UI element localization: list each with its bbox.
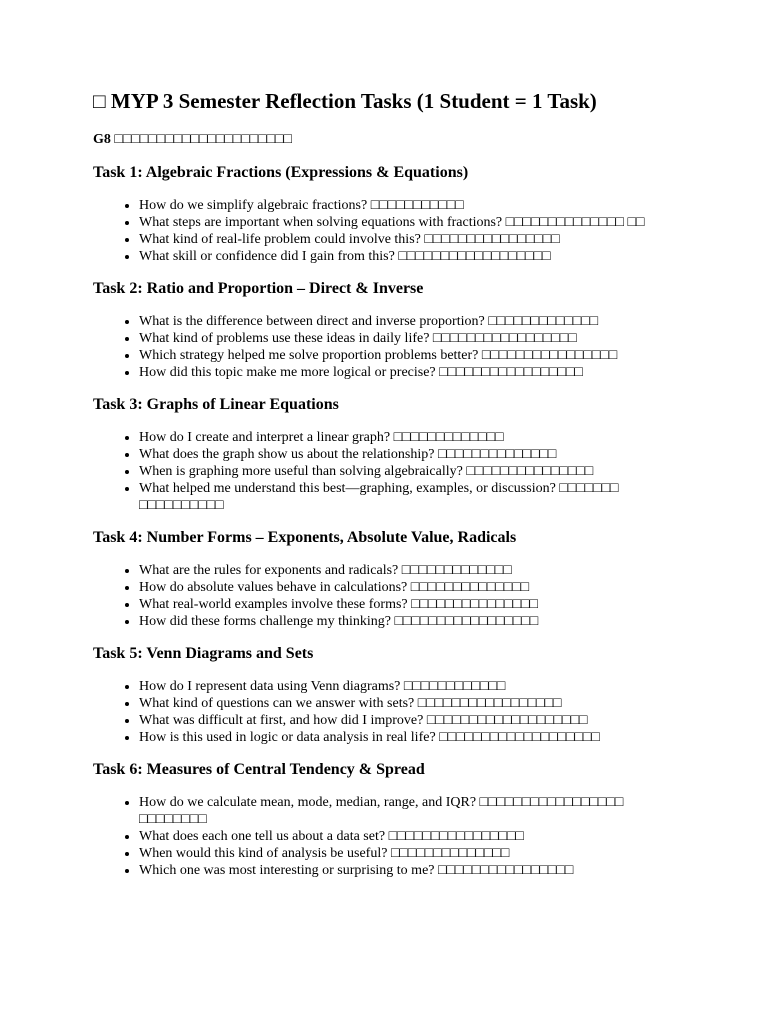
question-item: • How do we simplify algebraic fractions? □□□□□□□□□□□ bbox=[139, 197, 678, 214]
question-item: • What kind of questions can we answer with sets? □□□□□□□□□□□□□□□□□ bbox=[139, 695, 678, 712]
task-heading: Task 1: Algebraic Fractions (Expressions & Equations) bbox=[93, 164, 469, 181]
question-item: • What are the rules for exponents and radicals? □□□□□□□□□□□□□ bbox=[139, 562, 678, 579]
question-list bbox=[93, 313, 678, 381]
question-item: • Which one was most interesting or surprising to me? □□□□□□□□□□□□□□□□ bbox=[139, 862, 678, 879]
question-item: • What does each one tell us about a data set? □□□□□□□□□□□□□□□□ bbox=[139, 828, 678, 845]
question-item: • How do we calculate mean, mode, median, range, and IQR? □□□□□□□□□□□□□□□□□ □□□□□□□□ bbox=[139, 794, 678, 828]
question-item: • What does the graph show us about the relationship? □□□□□□□□□□□□□□ bbox=[139, 446, 678, 463]
question-item: • When would this kind of analysis be useful? □□□□□□□□□□□□□□ bbox=[139, 845, 678, 862]
task-heading: Task 6: Measures of Central Tendency & Spread bbox=[93, 761, 425, 778]
question-item: • How did these forms challenge my thinking? □□□□□□□□□□□□□□□□□ bbox=[139, 613, 678, 630]
task-section bbox=[93, 279, 678, 381]
question-item: • Which strategy helped me solve proportion problems better? □□□□□□□□□□□□□□□□ bbox=[139, 347, 678, 364]
question-item: • What kind of problems use these ideas in daily life? □□□□□□□□□□□□□□□□□ bbox=[139, 330, 678, 347]
question-item: • When is graphing more useful than solving algebraically? □□□□□□□□□□□□□□□ bbox=[139, 463, 678, 480]
task-heading: Task 3: Graphs of Linear Equations bbox=[93, 396, 339, 413]
question-item: • What was difficult at first, and how did I improve? □□□□□□□□□□□□□□□□□□□ bbox=[139, 712, 678, 729]
question-list bbox=[93, 794, 678, 879]
task-section bbox=[93, 163, 678, 265]
question-list bbox=[93, 197, 678, 265]
question-item: • What skill or confidence did I gain from this? □□□□□□□□□□□□□□□□□□ bbox=[139, 248, 678, 265]
question-item: • How did this topic make me more logical or precise? □□□□□□□□□□□□□□□□□ bbox=[139, 364, 678, 381]
task-section bbox=[93, 760, 678, 879]
question-item: • What helped me understand this best—graphing, examples, or discussion? □□□□□□□ □□□□□□□□□□ bbox=[139, 480, 678, 514]
task-section bbox=[93, 644, 678, 746]
task-section bbox=[93, 395, 678, 514]
question-list bbox=[93, 678, 678, 746]
question-item: • How do I represent data using Venn diagrams? □□□□□□□□□□□□ bbox=[139, 678, 678, 695]
task-heading: Task 4: Number Forms – Exponents, Absolute Value, Radicals bbox=[93, 529, 517, 546]
question-item: • What real-world examples involve these forms? □□□□□□□□□□□□□□□ bbox=[139, 596, 678, 613]
task-section bbox=[93, 528, 678, 630]
document-title: □ MYP 3 Semester Reflection Tasks (1 Student = 1 Task) bbox=[93, 89, 597, 113]
question-list bbox=[93, 429, 678, 514]
question-item: • How do absolute values behave in calculations? □□□□□□□□□□□□□□ bbox=[139, 579, 678, 596]
task-heading: Task 5: Venn Diagrams and Sets bbox=[93, 645, 314, 662]
task-heading: Task 2: Ratio and Proportion – Direct & Inverse bbox=[93, 280, 424, 297]
question-item: • What kind of real-life problem could involve this? □□□□□□□□□□□□□□□□ bbox=[139, 231, 678, 248]
question-item: • What is the difference between direct and inverse proportion? □□□□□□□□□□□□□ bbox=[139, 313, 678, 330]
question-list bbox=[93, 562, 678, 630]
question-item: • How is this used in logic or data analysis in real life? □□□□□□□□□□□□□□□□□□□ bbox=[139, 729, 678, 746]
question-item: • How do I create and interpret a linear graph? □□□□□□□□□□□□□ bbox=[139, 429, 678, 446]
document-subtitle: G8 □□□□□□□□□□□□□□□□□□□□□ bbox=[93, 132, 292, 147]
question-item: • What steps are important when solving equations with fractions? □□□□□□□□□□□□□□ □□ bbox=[139, 214, 678, 231]
